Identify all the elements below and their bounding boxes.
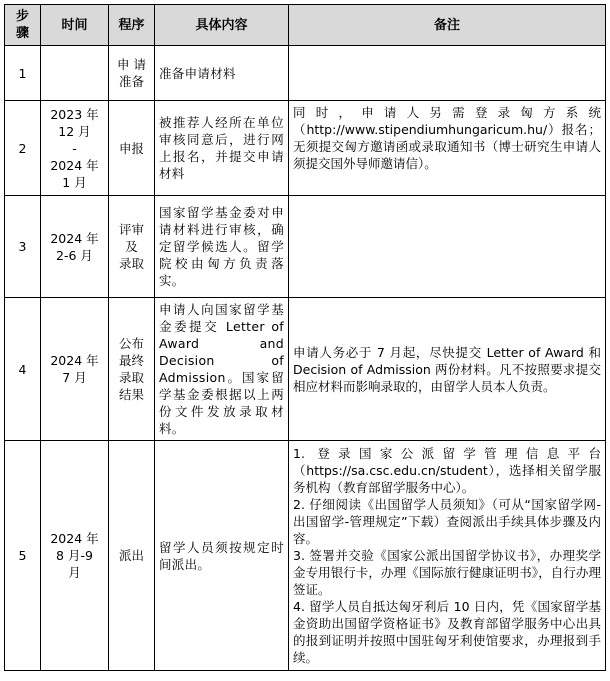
- row-content: 被推荐人经所在单位审核同意后，进行网上报名，并提交申请材料: [155, 101, 289, 196]
- table-row: [5, 101, 606, 196]
- application-schedule-table: [4, 4, 606, 671]
- row-notes: [289, 46, 606, 101]
- row-time: 2024 年 8 月-9 月: [41, 441, 109, 671]
- header-procedure: 程序: [109, 5, 155, 46]
- note-paragraph: 同时，申请人另需登录匈方系统（http://www.stipendiumhungaricum.hu/）报名；无须提交匈方邀请函或录取通知书（博士研究生申请人须提交国外导师邀请信）。: [293, 105, 601, 171]
- header-step: 步 骤: [5, 5, 41, 46]
- note-item: 2. 仔细阅读《出国留学人员须知》（可从“国家留学网-出国留学-管理规定”下载）查阅派出手续具体步骤及内容。: [293, 497, 601, 546]
- header-content: 具体内容: [155, 5, 289, 46]
- row-time: 2024 年 2-6 月: [41, 196, 109, 298]
- table-row: [5, 298, 606, 441]
- row-time: 2023 年 12 月 - 2024 年 1 月: [41, 101, 109, 196]
- row-content: 国家留学基金委对申请材料进行审核，确定留学候选人。留学院校由匈方负责落实。: [155, 196, 289, 298]
- row-content: 留学人员须按规定时间派出。: [155, 441, 289, 671]
- row-time: 2024 年 7 月: [41, 298, 109, 441]
- row-step: 2: [5, 101, 41, 196]
- row-step: 4: [5, 298, 41, 441]
- row-notes: [289, 441, 606, 671]
- table-header-row: [5, 5, 606, 46]
- row-procedure: 评审 及 录取: [109, 196, 155, 298]
- table-row: [5, 196, 606, 298]
- table-row: [5, 46, 606, 101]
- row-procedure: 申报: [109, 101, 155, 196]
- header-time: 时间: [41, 5, 109, 46]
- row-notes: [289, 196, 606, 298]
- note-item: 3. 签署并交验《国家公派出国留学协议书》，办理奖学金专用银行卡，办理《国际旅行健康证明书》，自行办理签证。: [293, 548, 601, 597]
- row-content: 申请人向国家留学基金委提交 Letter of Award and Decision of Admission。国家留学基金委根据以上两份文件发放录取材料。: [155, 298, 289, 441]
- row-step: 3: [5, 196, 41, 298]
- row-notes: [289, 298, 606, 441]
- row-time: [41, 46, 109, 101]
- header-notes: 备注: [289, 5, 606, 46]
- note-item: 1. 登录国家公派留学管理信息平台（https://sa.csc.edu.cn/student），选择相关留学服务机构（教育部留学服务中心）。: [293, 446, 601, 495]
- note-paragraph: 申请人务必于 7 月起，尽快提交 Letter of Award 和 Decision of Admission 两份材料。凡不按照要求提交相应材料而影响录取的，由留学人员本人负责。: [293, 344, 601, 394]
- row-procedure: 派出: [109, 441, 155, 671]
- row-procedure: 公布 最终 录取 结果: [109, 298, 155, 441]
- row-content: 准备申请材料: [155, 46, 289, 101]
- table-row: [5, 441, 606, 671]
- note-item: 4. 留学人员自抵达匈牙利后 10 日内，凭《国家留学基金资助出国留学资格证书》及教育部留学服务中心出具的报到证明并按照中国驻匈牙利使馆要求，办理报到手续。: [293, 599, 601, 665]
- row-notes: [289, 101, 606, 196]
- row-step: 5: [5, 441, 41, 671]
- row-procedure: 申 请 准备: [109, 46, 155, 101]
- row-step: 1: [5, 46, 41, 101]
